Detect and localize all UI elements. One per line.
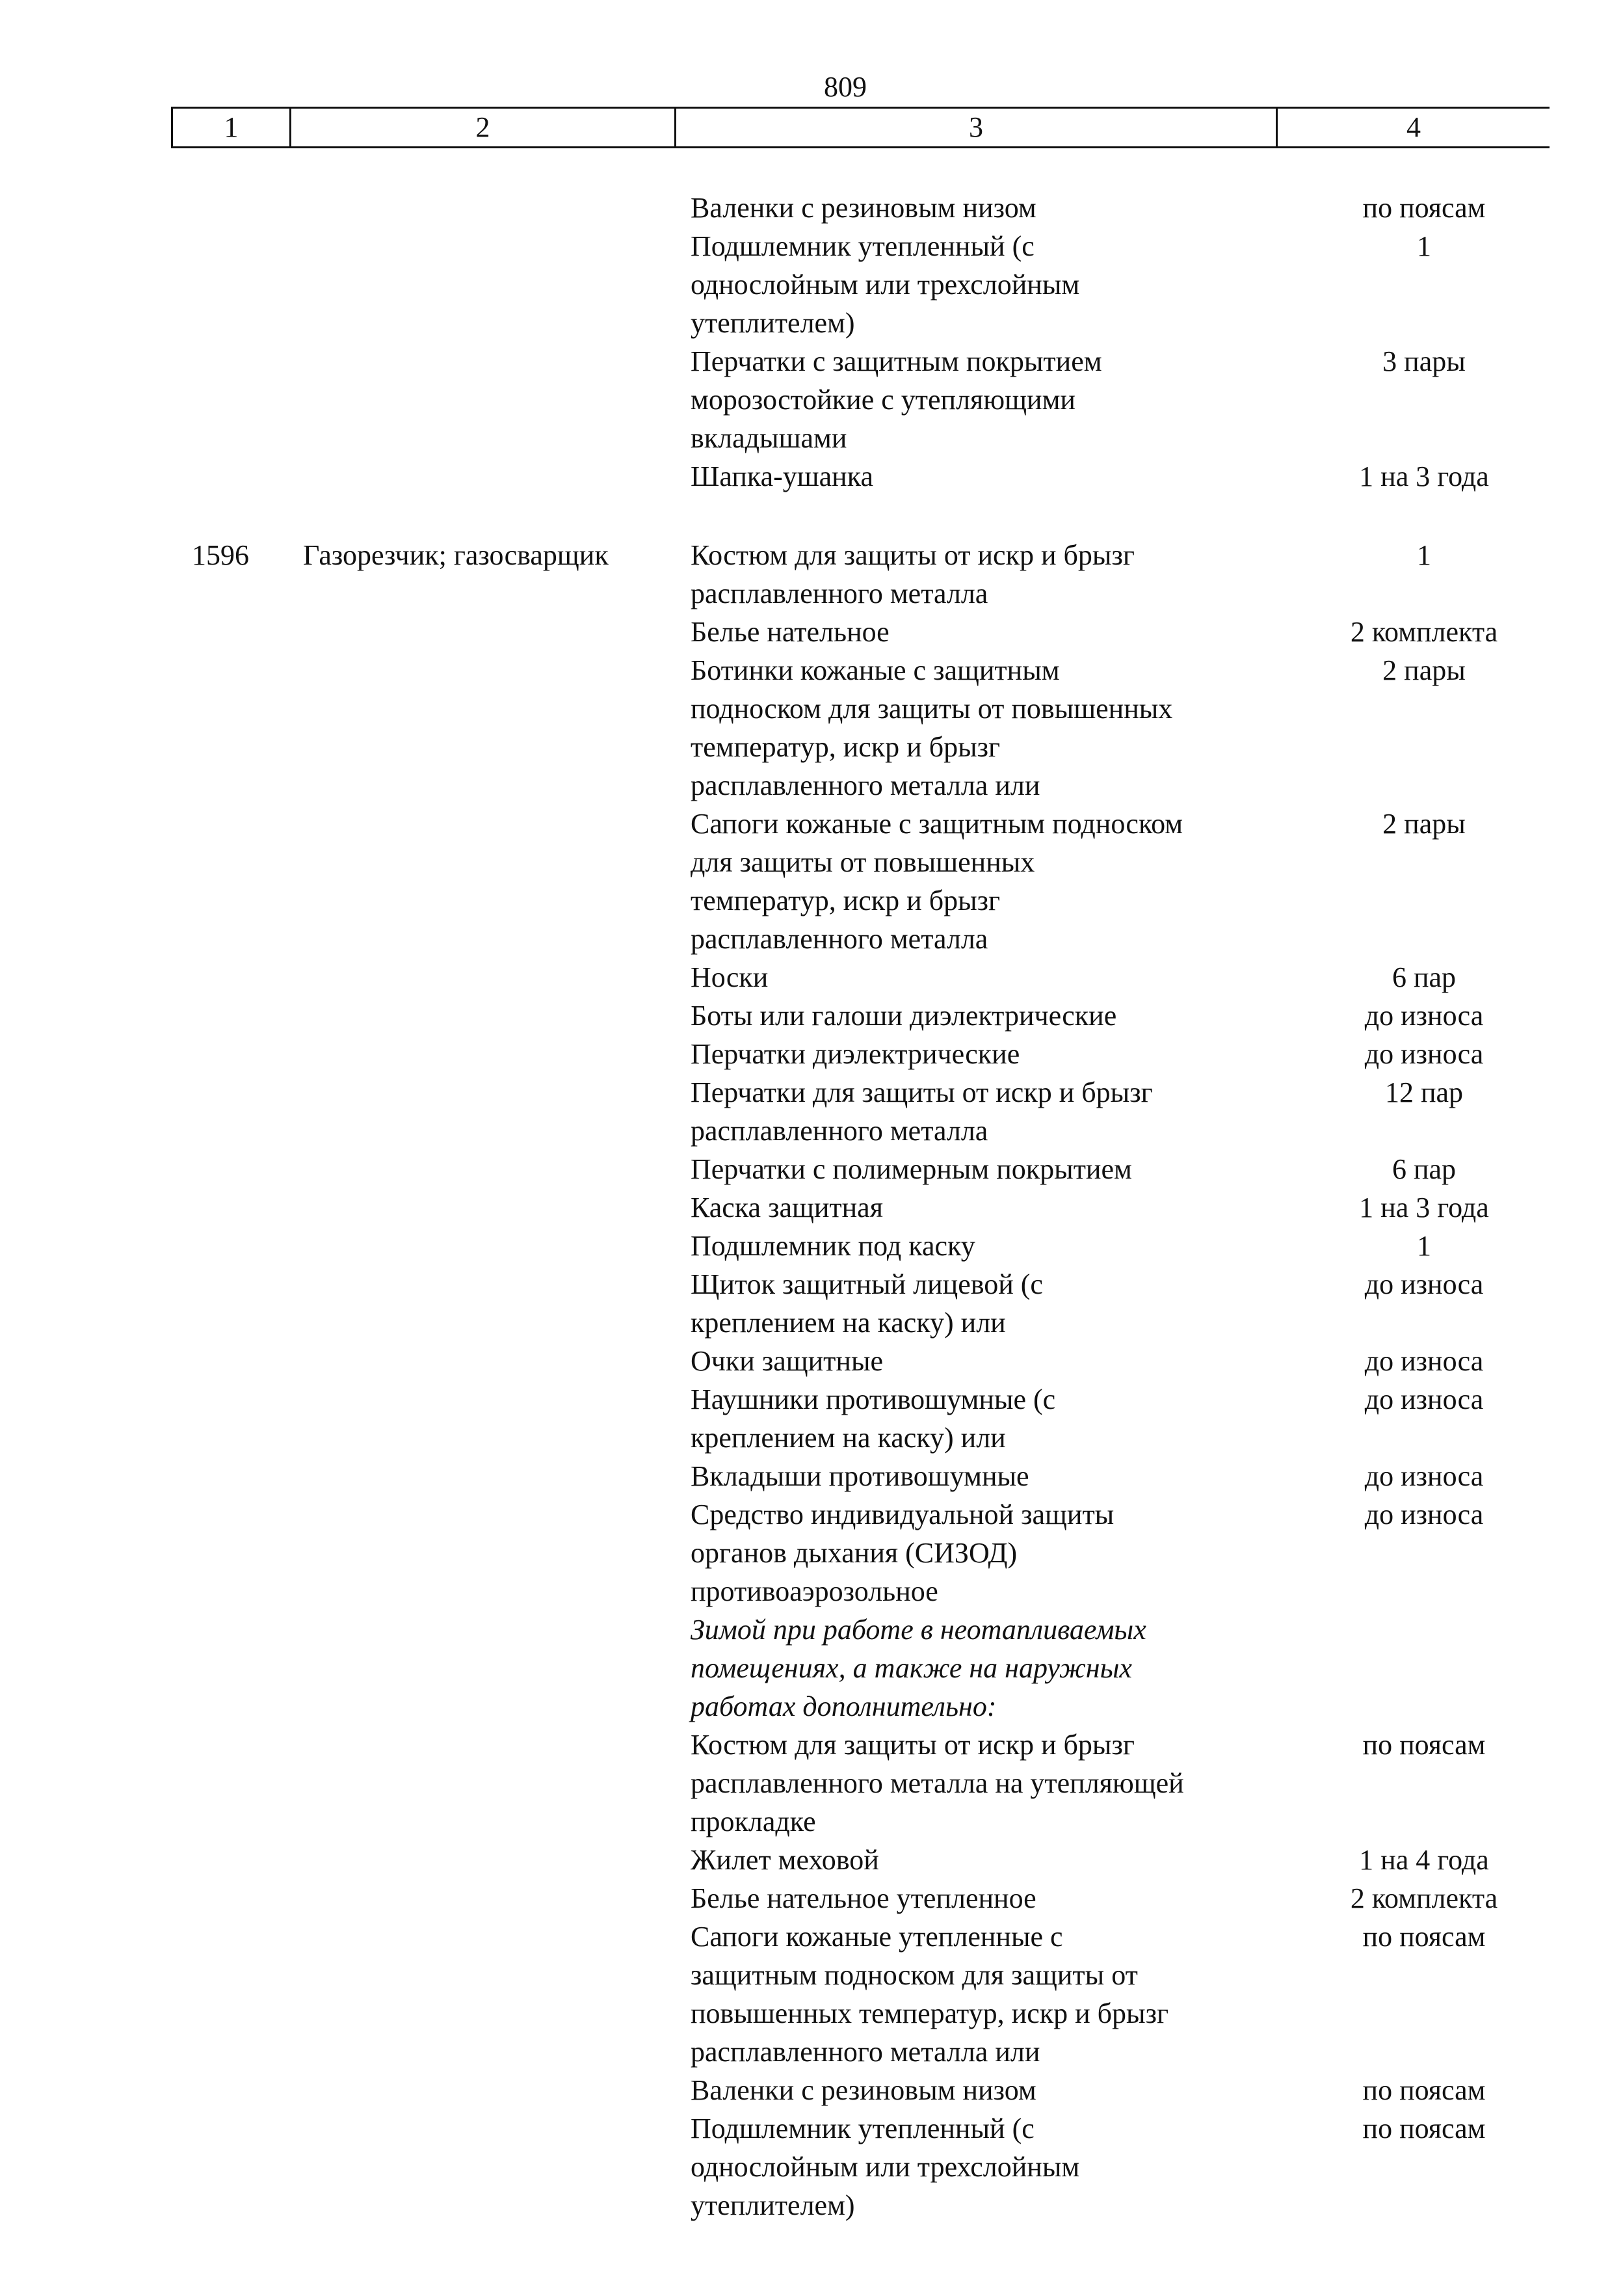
ppe-item: Подшлемник под каску [691,1230,975,1262]
ppe-item: Подшлемник утепленный (с однослойным или трехслойным утеплителем) [691,2113,1080,2221]
issue-norm: 2 комплекта [1350,1882,1498,1914]
issue-norm: до износа [1364,1383,1484,1415]
ppe-item: Вкладыши противошумные [691,1460,1029,1492]
ppe-item: Перчатки для защиты от искр и брызг расплавленного металла [691,1076,1153,1147]
issue-norm: до износа [1364,1038,1484,1070]
ppe-item: Подшлемник утепленный (с однослойным или трехслойным утеплителем) [691,230,1080,339]
column-header-1: 1 [171,109,291,146]
issue-norm: 1 на 4 года [1359,1844,1489,1876]
ppe-item: Сапоги кожаные с защитным подноском для защиты от повышенных температур, искр и брызг расплавленного металла [691,808,1183,955]
issue-norm: 1 [1417,230,1431,262]
issue-norm: 6 пар [1392,961,1457,993]
issue-norm: 1 [1417,539,1431,571]
issue-norm: до износа [1364,1345,1484,1377]
issue-norm: 1 на 3 года [1359,461,1489,492]
ppe-item: Белье нательное утепленное [691,1882,1036,1914]
section-note: Зимой при работе в неотапливаемых помещениях, а также на наружных работах дополнительно: [691,1614,1146,1722]
issue-norm: по поясам [1362,2074,1486,2106]
column-header-row [171,107,1550,148]
issue-norm: до износа [1364,1460,1484,1492]
ppe-item: Щиток защитный лицевой (с креплением на каску) или [691,1268,1043,1339]
issue-norm: 2 пары [1382,654,1466,686]
ppe-item: Очки защитные [691,1345,884,1377]
ppe-item: Шапка-ушанка [691,461,873,492]
profession-name: Газорезчик; газосварщик [303,539,609,571]
ppe-item: Перчатки с полимерным покрытием [691,1153,1132,1185]
issue-norm: 3 пары [1382,345,1466,377]
ppe-item: Ботинки кожаные с защитным подноском для защиты от повышенных температур, искр и брызг расплавленного металла или [691,654,1173,801]
issue-norm: 2 пары [1382,808,1466,840]
issue-norm: 2 комплекта [1350,616,1498,648]
page-number: 809 [824,71,867,103]
issue-norm: 1 [1417,1230,1431,1262]
ppe-item: Наушники противошумные (с креплением на каску) или [691,1383,1056,1454]
ppe-item: Боты или галоши диэлектрические [691,1000,1117,1032]
issue-norm: по поясам [1362,1921,1486,1953]
column-header-2: 2 [291,109,676,146]
ppe-item: Сапоги кожаные утепленные с защитным подноском для защиты от повышенных температур, искр и брызг расплавленного металла или [691,1921,1169,2068]
issue-norm: по поясам [1362,1729,1486,1761]
ppe-item: Костюм для защиты от искр и брызг расплавленного металла [691,539,1135,609]
ppe-item: Белье нательное [691,616,890,648]
issue-norm: 1 на 3 года [1359,1192,1489,1223]
ppe-item: Перчатки с защитным покрытием морозостойкие с утепляющими вкладышами [691,345,1102,454]
ppe-item: Носки [691,961,769,993]
ppe-item: Каска защитная [691,1192,883,1223]
entry-number: 1596 [192,539,249,571]
ppe-item: Жилет меховой [691,1844,879,1876]
issue-norm: до износа [1364,1000,1484,1032]
ppe-item: Валенки с резиновым низом [691,192,1036,224]
ppe-item: Костюм для защиты от искр и брызг расплавленного металла на утепляющей прокладке [691,1729,1184,1837]
issue-norm: до износа [1364,1268,1484,1300]
ppe-item: Валенки с резиновым низом [691,2074,1036,2106]
issue-norm: по поясам [1362,192,1486,224]
ppe-item: Перчатки диэлектрические [691,1038,1020,1070]
column-header-4: 4 [1406,111,1421,143]
ppe-item: Средство индивидуальной защиты органов дыхания (СИЗОД) противоаэрозольное [691,1499,1115,1607]
issue-norm: 6 пар [1392,1153,1457,1185]
column-header-3: 3 [676,109,1278,146]
issue-norm: 12 пар [1384,1076,1464,1108]
issue-norm: по поясам [1362,2113,1486,2144]
issue-norm: до износа [1364,1499,1484,1530]
